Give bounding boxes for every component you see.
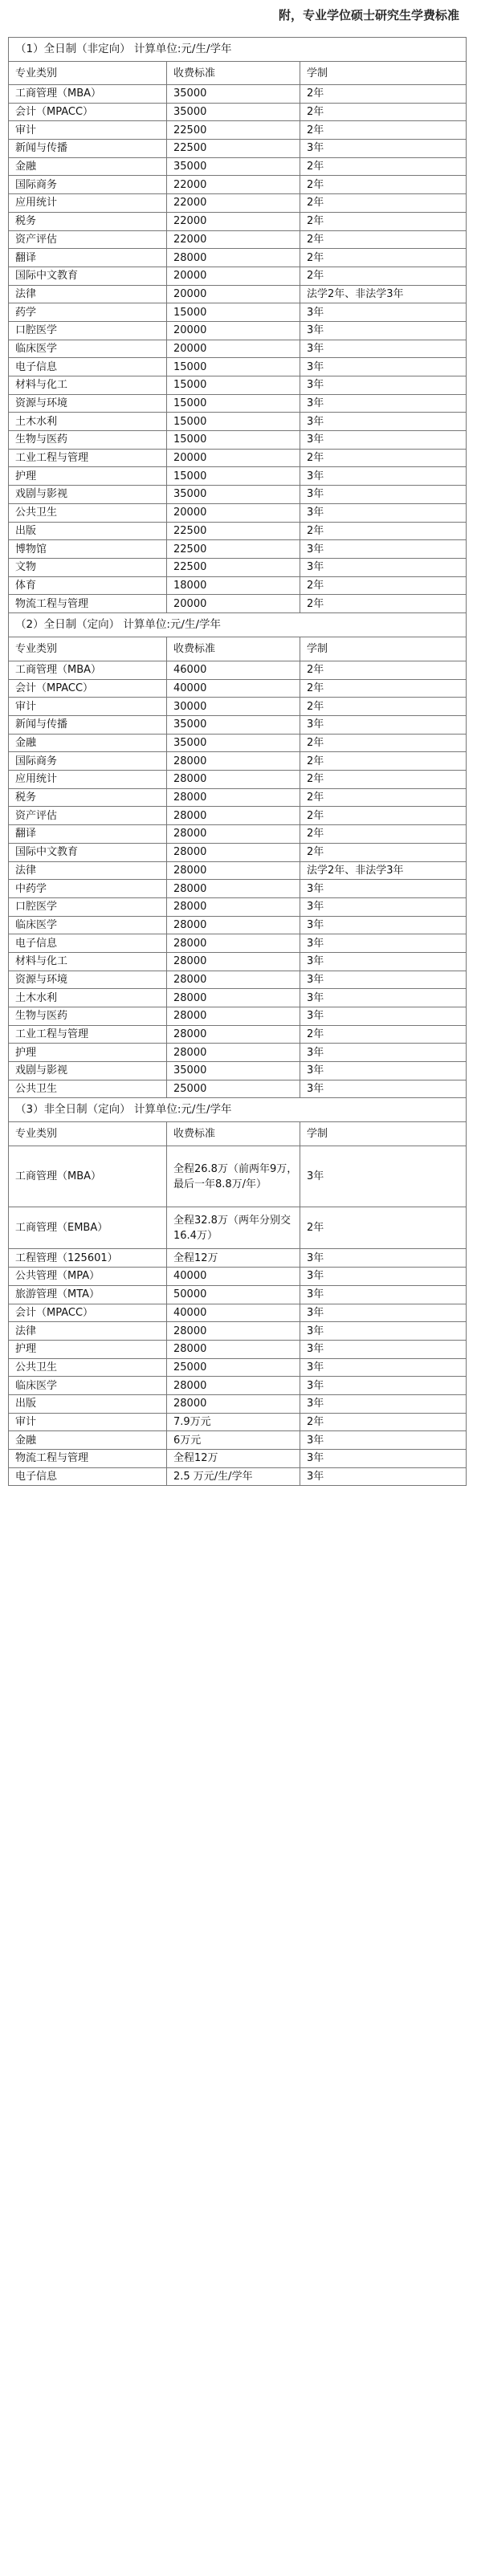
column-header: 专业类别 — [9, 1122, 167, 1146]
fee-cell: 22000 — [167, 176, 300, 194]
major-cell: 药学 — [9, 303, 167, 322]
major-cell: 新闻与传播 — [9, 716, 167, 735]
major-cell: 旅游管理（MTA） — [9, 1285, 167, 1304]
major-cell: 会计（MPACC） — [9, 1304, 167, 1322]
duration-cell: 2年 — [300, 85, 467, 104]
major-cell: 材料与化工 — [9, 952, 167, 971]
duration-cell: 2年 — [300, 661, 467, 679]
fee-cell: 25000 — [167, 1080, 300, 1098]
major-cell: 应用统计 — [9, 194, 167, 213]
duration-cell: 3年 — [300, 540, 467, 559]
fee-cell: 22500 — [167, 140, 300, 158]
major-cell: 戏剧与影视 — [9, 1062, 167, 1080]
major-cell: 公共管理（MPA） — [9, 1268, 167, 1286]
section-title: （3）非全日制（定向） 计算单位:元/生/学年 — [9, 1098, 467, 1122]
major-cell: 电子信息 — [9, 1467, 167, 1486]
table-row — [9, 1007, 467, 1026]
fee-cell: 20000 — [167, 595, 300, 613]
duration-cell: 3年 — [300, 503, 467, 522]
fee-cell: 28000 — [167, 1025, 300, 1044]
duration-cell: 法学2年、非法学3年 — [300, 861, 467, 880]
fee-cell: 35000 — [167, 103, 300, 121]
table-row — [9, 897, 467, 916]
fee-cell: 28000 — [167, 249, 300, 267]
table-row — [9, 503, 467, 522]
major-cell: 土木水利 — [9, 413, 167, 431]
major-cell: 临床医学 — [9, 916, 167, 934]
column-header: 收费标准 — [167, 62, 300, 85]
fee-cell: 全程12万 — [167, 1249, 300, 1268]
fee-cell: 15000 — [167, 376, 300, 395]
fee-cell: 46000 — [167, 661, 300, 679]
table-row — [9, 1025, 467, 1044]
fee-cell: 35000 — [167, 85, 300, 104]
major-cell: 文物 — [9, 558, 167, 576]
table-row — [9, 807, 467, 825]
duration-cell: 2年 — [300, 576, 467, 595]
major-cell: 护理 — [9, 1044, 167, 1062]
duration-cell: 2年 — [300, 807, 467, 825]
duration-cell: 2年 — [300, 595, 467, 613]
page-title: 附，专业学位硕士研究生学费标准 — [278, 8, 459, 22]
duration-cell: 2年 — [300, 230, 467, 249]
table-row — [9, 1413, 467, 1431]
fee-cell: 28000 — [167, 1007, 300, 1026]
major-cell: 公共卫生 — [9, 503, 167, 522]
table-row — [9, 157, 467, 176]
duration-cell: 3年 — [300, 1394, 467, 1413]
major-cell: 物流工程与管理 — [9, 595, 167, 613]
duration-cell: 2年 — [300, 249, 467, 267]
duration-cell: 2年 — [300, 194, 467, 213]
fee-cell: 28000 — [167, 1044, 300, 1062]
duration-cell: 3年 — [300, 431, 467, 450]
fee-cell: 35000 — [167, 157, 300, 176]
table-row — [9, 1304, 467, 1322]
fee-cell: 35000 — [167, 486, 300, 504]
table-row — [9, 1249, 467, 1268]
duration-cell: 3年 — [300, 1340, 467, 1358]
duration-cell: 3年 — [300, 1249, 467, 1268]
duration-cell: 3年 — [300, 1080, 467, 1098]
major-cell: 税务 — [9, 788, 167, 807]
table-row — [9, 1322, 467, 1341]
table-row — [9, 698, 467, 716]
major-cell: 资源与环境 — [9, 971, 167, 989]
major-cell: 新闻与传播 — [9, 140, 167, 158]
table-row — [9, 321, 467, 340]
duration-cell: 3年 — [300, 971, 467, 989]
table-row — [9, 121, 467, 140]
major-cell: 工商管理（EMBA） — [9, 1207, 167, 1249]
table-row — [9, 358, 467, 376]
duration-cell: 2年 — [300, 788, 467, 807]
section-title-row — [9, 612, 467, 637]
duration-cell: 3年 — [300, 1304, 467, 1322]
major-cell: 中药学 — [9, 880, 167, 898]
duration-cell: 3年 — [300, 989, 467, 1007]
table-row — [9, 1340, 467, 1358]
table-row — [9, 394, 467, 413]
duration-cell: 3年 — [300, 1062, 467, 1080]
major-cell: 工商管理（MBA） — [9, 661, 167, 679]
fee-cell: 全程12万 — [167, 1450, 300, 1468]
fee-cell: 22500 — [167, 540, 300, 559]
major-cell: 国际商务 — [9, 176, 167, 194]
table-row — [9, 1146, 467, 1207]
major-cell: 法律 — [9, 1322, 167, 1341]
major-cell: 审计 — [9, 121, 167, 140]
duration-cell: 3年 — [300, 897, 467, 916]
fee-cell: 28000 — [167, 989, 300, 1007]
table-row — [9, 952, 467, 971]
duration-cell: 3年 — [300, 1285, 467, 1304]
fee-cell: 40000 — [167, 679, 300, 698]
section-title-row — [9, 1098, 467, 1122]
major-cell: 公共卫生 — [9, 1358, 167, 1377]
table-row — [9, 989, 467, 1007]
duration-cell: 2年 — [300, 121, 467, 140]
major-cell: 出版 — [9, 1394, 167, 1413]
duration-cell: 2年 — [300, 103, 467, 121]
major-cell: 临床医学 — [9, 340, 167, 358]
fee-cell: 22000 — [167, 230, 300, 249]
major-cell: 工商管理（MBA） — [9, 85, 167, 104]
duration-cell: 3年 — [300, 880, 467, 898]
section-title: （2）全日制（定向） 计算单位:元/生/学年 — [9, 612, 467, 637]
duration-cell: 2年 — [300, 212, 467, 230]
fee-cell: 2.5 万元/生/学年 — [167, 1467, 300, 1486]
table-row — [9, 103, 467, 121]
duration-cell: 3年 — [300, 1377, 467, 1395]
duration-cell: 3年 — [300, 1007, 467, 1026]
major-cell: 会计（MPACC） — [9, 679, 167, 698]
table-row — [9, 1080, 467, 1098]
duration-cell: 2年 — [300, 752, 467, 771]
table-row — [9, 861, 467, 880]
major-cell: 会计（MPACC） — [9, 103, 167, 121]
table-row — [9, 267, 467, 285]
section-title: （1）全日制（非定向） 计算单位:元/生/学年 — [9, 38, 467, 62]
fee-cell: 50000 — [167, 1285, 300, 1304]
duration-cell: 2年 — [300, 698, 467, 716]
table-row — [9, 194, 467, 213]
major-cell: 国际中文教育 — [9, 843, 167, 861]
table-row — [9, 576, 467, 595]
fee-cell: 28000 — [167, 934, 300, 953]
fee-cell: 28000 — [167, 861, 300, 880]
fee-cell: 28000 — [167, 752, 300, 771]
major-cell: 护理 — [9, 1340, 167, 1358]
header-row — [9, 62, 467, 85]
fee-cell: 7.9万元 — [167, 1413, 300, 1431]
table-row — [9, 1062, 467, 1080]
table-row — [9, 340, 467, 358]
major-cell: 翻译 — [9, 825, 167, 844]
duration-cell: 2年 — [300, 679, 467, 698]
table-row — [9, 303, 467, 322]
major-cell: 电子信息 — [9, 358, 167, 376]
table-row — [9, 449, 467, 467]
duration-cell: 法学2年、非法学3年 — [300, 285, 467, 303]
table-row — [9, 285, 467, 303]
table-row — [9, 771, 467, 789]
major-cell: 电子信息 — [9, 934, 167, 953]
major-cell: 翻译 — [9, 249, 167, 267]
duration-cell: 2年 — [300, 522, 467, 540]
fee-cell: 25000 — [167, 1358, 300, 1377]
major-cell: 物流工程与管理 — [9, 1450, 167, 1468]
table-row — [9, 1431, 467, 1450]
column-header: 专业类别 — [9, 62, 167, 85]
duration-cell: 2年 — [300, 1207, 467, 1249]
fee-cell: 22500 — [167, 558, 300, 576]
fee-cell: 15000 — [167, 467, 300, 486]
table-row — [9, 540, 467, 559]
duration-cell: 3年 — [300, 1467, 467, 1486]
major-cell: 金融 — [9, 1431, 167, 1450]
duration-cell: 3年 — [300, 716, 467, 735]
table-row — [9, 1377, 467, 1395]
header-row — [9, 1122, 467, 1146]
fee-cell: 22000 — [167, 212, 300, 230]
table-row — [9, 212, 467, 230]
fee-cell: 全程26.8万（前两年9万，最后一年8.8万/年） — [167, 1146, 300, 1207]
duration-cell: 2年 — [300, 267, 467, 285]
major-cell: 资产评估 — [9, 807, 167, 825]
table-row — [9, 1044, 467, 1062]
table-row — [9, 1358, 467, 1377]
table-row — [9, 971, 467, 989]
column-header: 收费标准 — [167, 637, 300, 661]
table-row — [9, 1285, 467, 1304]
major-cell: 审计 — [9, 1413, 167, 1431]
duration-cell: 3年 — [300, 358, 467, 376]
fee-cell: 28000 — [167, 843, 300, 861]
major-cell: 金融 — [9, 157, 167, 176]
major-cell: 口腔医学 — [9, 897, 167, 916]
fee-cell: 28000 — [167, 1340, 300, 1358]
major-cell: 国际中文教育 — [9, 267, 167, 285]
duration-cell: 3年 — [300, 1450, 467, 1468]
major-cell: 工程管理（125601） — [9, 1249, 167, 1268]
fee-cell: 20000 — [167, 267, 300, 285]
fee-cell: 20000 — [167, 285, 300, 303]
table-row — [9, 661, 467, 679]
table-row — [9, 934, 467, 953]
fee-cell: 35000 — [167, 1062, 300, 1080]
fee-cell: 28000 — [167, 880, 300, 898]
major-cell: 审计 — [9, 698, 167, 716]
fee-cell: 22000 — [167, 194, 300, 213]
table-row — [9, 467, 467, 486]
fee-cell: 28000 — [167, 1394, 300, 1413]
fee-cell: 15000 — [167, 303, 300, 322]
major-cell: 资产评估 — [9, 230, 167, 249]
major-cell: 工业工程与管理 — [9, 449, 167, 467]
fee-cell: 20000 — [167, 503, 300, 522]
fee-cell: 22500 — [167, 121, 300, 140]
duration-cell: 3年 — [300, 1358, 467, 1377]
column-header: 学制 — [300, 1122, 467, 1146]
major-cell: 护理 — [9, 467, 167, 486]
column-header: 学制 — [300, 637, 467, 661]
fee-cell: 28000 — [167, 825, 300, 844]
duration-cell: 3年 — [300, 413, 467, 431]
table-row — [9, 176, 467, 194]
fee-cell: 28000 — [167, 807, 300, 825]
table-row — [9, 230, 467, 249]
column-header: 收费标准 — [167, 1122, 300, 1146]
table-row — [9, 716, 467, 735]
duration-cell: 3年 — [300, 1146, 467, 1207]
table-row — [9, 752, 467, 771]
table-row — [9, 843, 467, 861]
table-row — [9, 376, 467, 395]
table-row — [9, 595, 467, 613]
fee-cell: 40000 — [167, 1268, 300, 1286]
tuition-table — [8, 37, 467, 1486]
fee-cell: 15000 — [167, 431, 300, 450]
duration-cell: 2年 — [300, 734, 467, 752]
major-cell: 国际商务 — [9, 752, 167, 771]
header-row — [9, 637, 467, 661]
table-row — [9, 880, 467, 898]
major-cell: 应用统计 — [9, 771, 167, 789]
major-cell: 公共卫生 — [9, 1080, 167, 1098]
section-title-row — [9, 38, 467, 62]
duration-cell: 2年 — [300, 771, 467, 789]
major-cell: 博物馆 — [9, 540, 167, 559]
fee-cell: 6万元 — [167, 1431, 300, 1450]
table-row — [9, 413, 467, 431]
fee-cell: 28000 — [167, 971, 300, 989]
duration-cell: 3年 — [300, 1044, 467, 1062]
fee-cell: 28000 — [167, 1377, 300, 1395]
fee-cell: 28000 — [167, 952, 300, 971]
duration-cell: 3年 — [300, 952, 467, 971]
duration-cell: 2年 — [300, 1025, 467, 1044]
major-cell: 口腔医学 — [9, 321, 167, 340]
table-row — [9, 1394, 467, 1413]
table-row — [9, 249, 467, 267]
fee-cell: 20000 — [167, 340, 300, 358]
fee-cell: 22500 — [167, 522, 300, 540]
duration-cell: 3年 — [300, 321, 467, 340]
table-row — [9, 522, 467, 540]
fee-cell: 28000 — [167, 788, 300, 807]
duration-cell: 2年 — [300, 825, 467, 844]
duration-cell: 3年 — [300, 467, 467, 486]
fee-cell: 28000 — [167, 1322, 300, 1341]
table-row — [9, 788, 467, 807]
major-cell: 戏剧与影视 — [9, 486, 167, 504]
table-row — [9, 1268, 467, 1286]
fee-cell: 15000 — [167, 358, 300, 376]
table-row — [9, 1207, 467, 1249]
fee-cell: 20000 — [167, 321, 300, 340]
duration-cell: 2年 — [300, 176, 467, 194]
duration-cell: 2年 — [300, 1413, 467, 1431]
major-cell: 法律 — [9, 285, 167, 303]
table-row — [9, 734, 467, 752]
major-cell: 税务 — [9, 212, 167, 230]
duration-cell: 3年 — [300, 376, 467, 395]
major-cell: 资源与环境 — [9, 394, 167, 413]
major-cell: 临床医学 — [9, 1377, 167, 1395]
table-row — [9, 85, 467, 104]
fee-cell: 35000 — [167, 734, 300, 752]
fee-cell: 35000 — [167, 716, 300, 735]
duration-cell: 3年 — [300, 558, 467, 576]
table-row — [9, 431, 467, 450]
major-cell: 金融 — [9, 734, 167, 752]
table-row — [9, 558, 467, 576]
fee-cell: 15000 — [167, 413, 300, 431]
duration-cell: 3年 — [300, 1268, 467, 1286]
table-row — [9, 1450, 467, 1468]
major-cell: 工业工程与管理 — [9, 1025, 167, 1044]
major-cell: 体育 — [9, 576, 167, 595]
duration-cell: 3年 — [300, 916, 467, 934]
duration-cell: 3年 — [300, 303, 467, 322]
major-cell: 材料与化工 — [9, 376, 167, 395]
table-row — [9, 825, 467, 844]
duration-cell: 2年 — [300, 449, 467, 467]
major-cell: 生物与医药 — [9, 1007, 167, 1026]
fee-cell: 18000 — [167, 576, 300, 595]
duration-cell: 3年 — [300, 340, 467, 358]
duration-cell: 3年 — [300, 934, 467, 953]
major-cell: 生物与医药 — [9, 431, 167, 450]
duration-cell: 2年 — [300, 843, 467, 861]
duration-cell: 3年 — [300, 1431, 467, 1450]
table-row — [9, 1467, 467, 1486]
duration-cell: 3年 — [300, 1322, 467, 1341]
duration-cell: 3年 — [300, 486, 467, 504]
table-row — [9, 916, 467, 934]
column-header: 学制 — [300, 62, 467, 85]
fee-cell: 全程32.8万（两年分别交16.4万） — [167, 1207, 300, 1249]
major-cell: 出版 — [9, 522, 167, 540]
table-row — [9, 140, 467, 158]
table-row — [9, 679, 467, 698]
fee-cell: 40000 — [167, 1304, 300, 1322]
duration-cell: 3年 — [300, 140, 467, 158]
major-cell: 法律 — [9, 861, 167, 880]
fee-cell: 15000 — [167, 394, 300, 413]
fee-cell: 28000 — [167, 771, 300, 789]
fee-cell: 28000 — [167, 916, 300, 934]
fee-cell: 20000 — [167, 449, 300, 467]
duration-cell: 3年 — [300, 394, 467, 413]
major-cell: 工商管理（MBA） — [9, 1146, 167, 1207]
fee-cell: 30000 — [167, 698, 300, 716]
duration-cell: 2年 — [300, 157, 467, 176]
major-cell: 土木水利 — [9, 989, 167, 1007]
table-row — [9, 486, 467, 504]
fee-cell: 28000 — [167, 897, 300, 916]
column-header: 专业类别 — [9, 637, 167, 661]
